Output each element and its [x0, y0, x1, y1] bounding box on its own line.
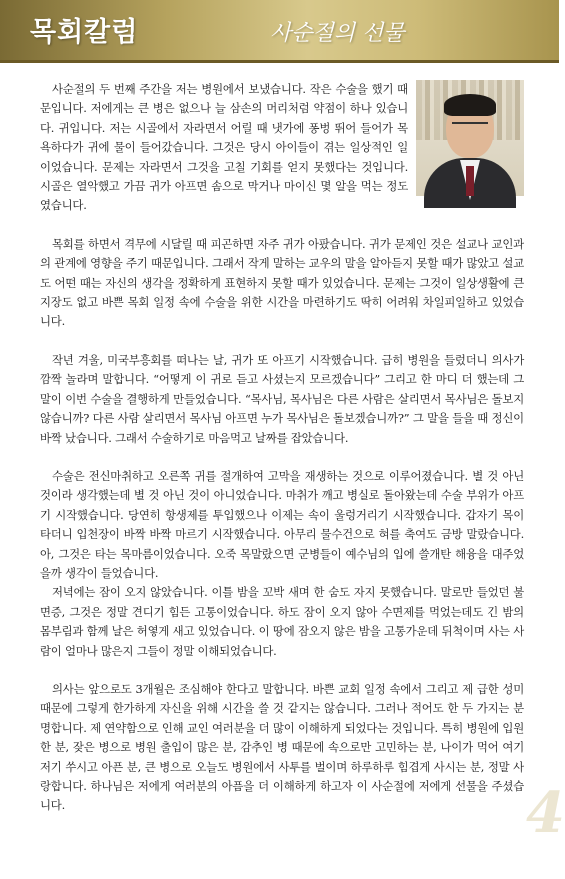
column-body: [40, 80, 524, 835]
paragraph-1: 사순절의 두 번째 주간을 저는 병원에서 보냈습니다. 작은 수술을 했기 때문입니다. 저에게는 큰 병은 없으나 늘 삼손의 머리처럼 약점이 하나 있습니다. 귀입니다. 저는 시골에서 자라면서 어릴 때 냇가에 퐁벙 뛰어 들어가 목욕하다가 귀에 물이 들어갔습니다. 그것은 당시 아이들이 겪는 일상적인 일이었습니다. 문제는 자라면서 그것을 고칠 기회를 얻지 못했다는 것입니다. 시골은 열악했고 가끔 귀가 아프면 솜으로 막거나 마이신 몇 알을 먹는 정도였습니다.: [40, 82, 408, 213]
paragraph-3: 작년 겨울, 미국부흥회를 떠나는 날, 귀가 또 아프기 시작했습니다. 급히 병원을 들렀더니 의사가 깜짝 놀라며 말합니다. “어떻게 이 귀로 듣고 사셨는지 모르겠습니다” 그리고 한 마디 더 했는데 그 말이 이번 수술을 결행하게 만들었습니다. “목사님, 목사님은 다른 사람은 살리면서 목사님은 돌보지 않습니까? 다른 사람 살리면서 목사님 아프면 누가 목사님은 돌보겠습니까?” 그 말을 들을 때 정신이 바짝 났습니다. 그래서 수술하기로 마음먹고 날짜를 잡았습니다.: [40, 352, 524, 445]
column-header-banner: [0, 0, 559, 63]
page-number: 4: [526, 780, 565, 846]
paragraph-2: 목회를 하면서 격무에 시달릴 때 피곤하면 자주 귀가 아팠습니다. 귀가 문제인 것은 설교나 교인과의 관계에 영향을 주기 때문입니다. 그래서 작게 말하는 교우의 말을 알아듣지 못할 때가 많았고 설교도 어떤 때는 자신의 생각을 정확하게 표현하지 못할 때가 있었습니다. 문제는 그것이 일상생활에 큰 지장도 없고 바쁜 목회 일정 속에 수술을 위한 시간을 마련하기도 딱히 어려워 차일피일하고 있었습니다.: [40, 236, 524, 329]
paragraph-5: 저녁에는 잠이 오지 않았습니다. 이틀 밤을 꼬박 새며 한 숨도 자지 못했습니다. 말로만 들었던 불면증, 그것은 정말 견디기 힘든 고통이었습니다. 하도 잠이 오지 않아 수면제를 먹었는데도 긴 밤의 몸부림과 함께 날은 허옇게 새고 있었습니다. 이 땅에 잠오지 않은 밤을 고통가운데 뒤척이며 사는 사람이 얼마나 많은지 그들이 정말 이해되었습니다.: [40, 585, 524, 658]
paragraph-6: 의사는 앞으로도 3개월은 조심해야 한다고 말합니다. 바쁜 교회 일정 속에서 그리고 제 급한 성미 때문에 그렇게 한가하게 자신을 위해 시간을 쓸 것 같지는 않습니다. 그러나 적어도 한 두 가지는 분명합니다. 제 연약함으로 인해 교인 여러분을 더 많이 이해하게 되었다는 것입니다. 특히 병원에 입원한 분, 잦은 병으로 병원 출입이 많은 분, 감추인 병 때문에 속으로만 고민하는 분, 나이가 먹어 여기 저기 쑤시고 아픈 분, 큰 병으로 오늘도 병원에서 사투를 벌이며 하루하루 힘겹게 사시는 분, 정말 사랑합니다. 하나님은 저에게 여러분의 아픔을 더 이해하게 하고자 이 사순절에 저에게 선물을 주셨습니다.: [40, 681, 524, 813]
column-subtitle: 사순절의 선물: [270, 21, 405, 46]
pastor-portrait-photo: [416, 80, 524, 196]
paragraph-4: 수술은 전신마취하고 오른쪽 귀를 절개하여 고막을 재생하는 것으로 이루어졌습니다. 별 것 아닌 것이라 생각했는데 별 것 아닌 것이 아니었습니다. 마취가 깨고 병실로 돌아왔는데 수술 부위가 아프기 시작했습니다. 당연히 항생제를 투입했으나 이제는 속이 울렁거리기 시작했습니다. 갑자기 목이 타더니 입천장이 바짝 바짝 마르기 시작했습니다. 아무리 물수건으로 혀를 축여도 금방 말랐습니다. 아, 그것은 타는 목마름이었습니다. 오죽 목말랐으면 군병들이 예수님의 입에 쓸개탄 해융을 대주었을까 생각이 들었습니다.: [40, 468, 524, 580]
column-title: 목회칼럼: [30, 17, 139, 48]
